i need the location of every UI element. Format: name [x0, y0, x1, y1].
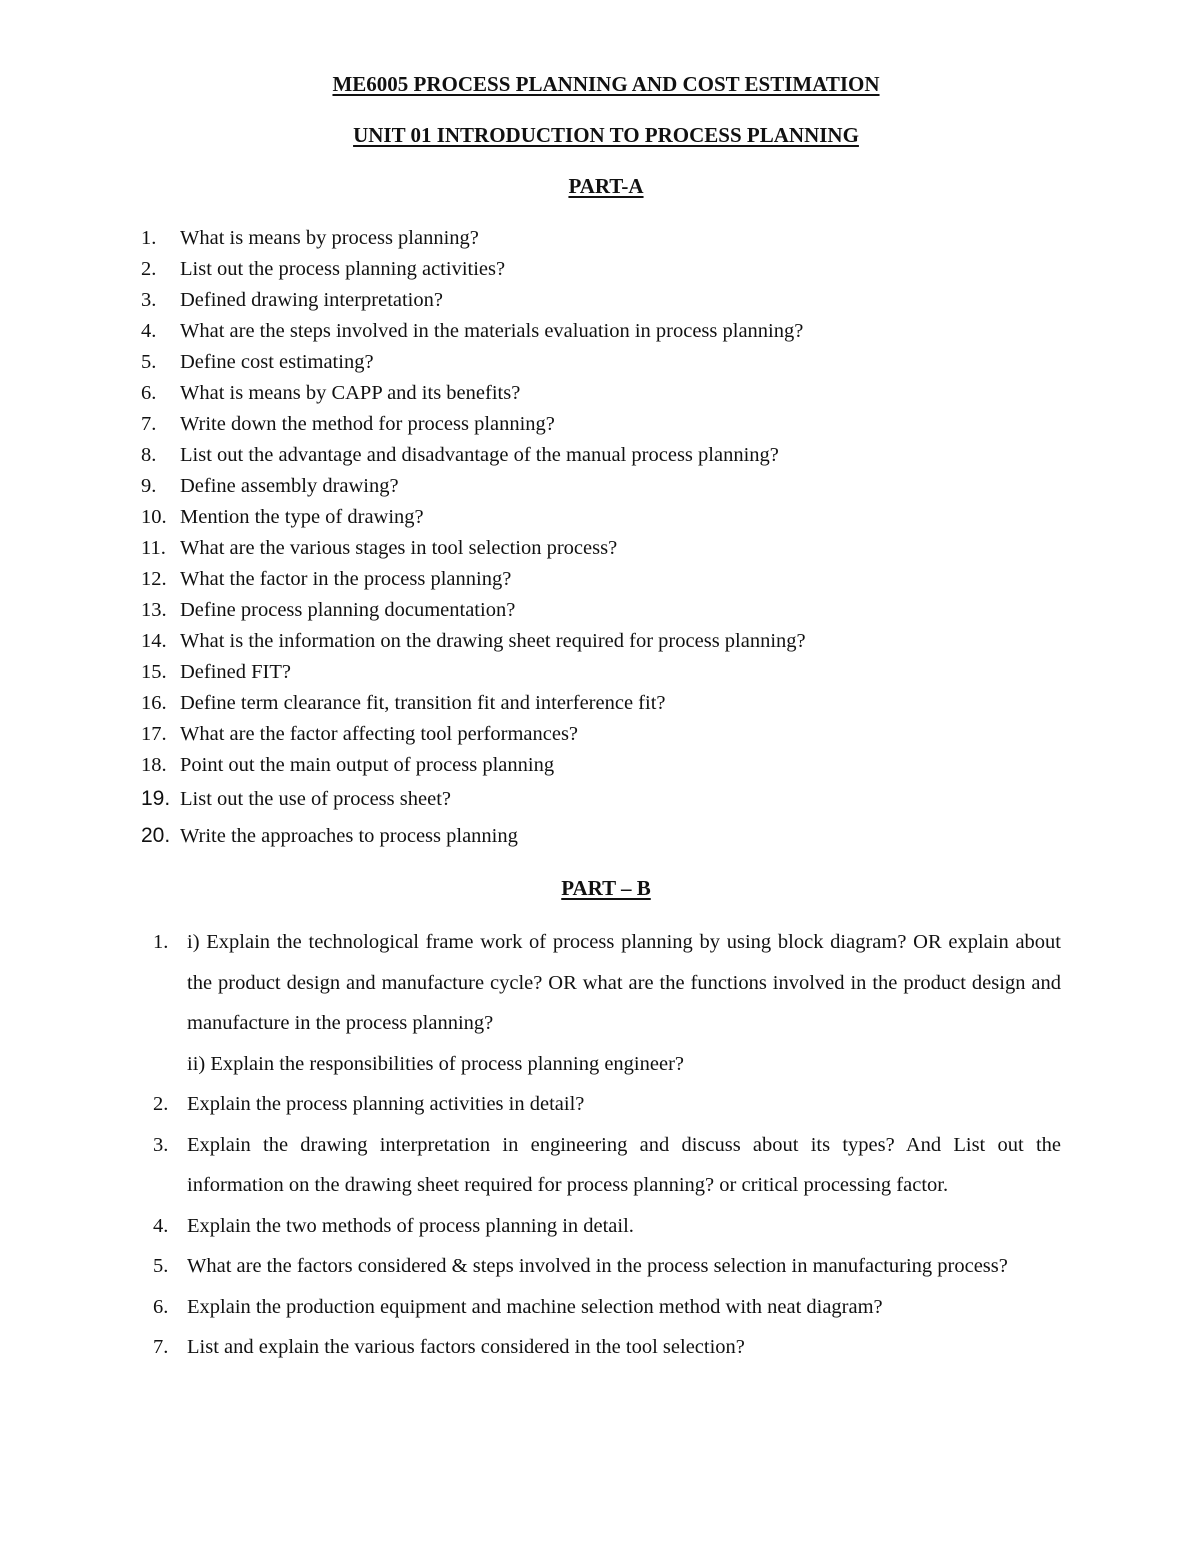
- question-number: 4.: [141, 320, 157, 342]
- question-number: 7.: [153, 1336, 169, 1358]
- question-number: 6.: [141, 382, 157, 404]
- list-item: [141, 1246, 1061, 1287]
- unit-heading: UNIT 01 INTRODUCTION TO PROCESS PLANNING: [353, 123, 859, 147]
- question-number: 2.: [153, 1093, 169, 1115]
- question-number: 1.: [153, 931, 169, 953]
- question-text: Define assembly drawing?: [180, 475, 399, 497]
- question-text: Write down the method for process planning?: [180, 413, 555, 435]
- question-text: i) Explain the technological frame work of process planning by using block diagram? OR explain about the product design and manufacture cycle? OR what are the functions involved in the product design and manufacture in the process planning?: [187, 931, 1061, 1034]
- question-text: What are the various stages in tool selection process?: [180, 537, 618, 559]
- question-number: 1.: [141, 227, 157, 249]
- question-number: 10.: [141, 506, 167, 528]
- list-item: [141, 751, 1041, 782]
- question-number: 2.: [141, 258, 157, 280]
- question-number: 5.: [153, 1255, 169, 1277]
- list-item: [141, 627, 1041, 658]
- list-item: [141, 410, 1041, 441]
- question-text: Explain the production equipment and machine selection method with neat diagram?: [187, 1295, 883, 1318]
- question-number: 15.: [141, 661, 167, 683]
- list-item: [141, 658, 1041, 689]
- question-number: 6.: [153, 1295, 169, 1318]
- list-item: [141, 1206, 1061, 1247]
- question-text: Write the approaches to process planning: [180, 825, 518, 847]
- list-item: [141, 441, 1041, 472]
- question-number: 12.: [141, 568, 167, 590]
- list-item: [141, 534, 1041, 565]
- list-item: [141, 1125, 1061, 1206]
- list-item: [141, 379, 1041, 410]
- question-number: 16.: [141, 692, 167, 714]
- question-text: What are the factor affecting tool performances?: [180, 723, 579, 745]
- list-item: [141, 224, 1041, 255]
- question-number: 11.: [141, 537, 166, 559]
- question-text: List out the process planning activities?: [180, 258, 506, 280]
- question-text: What the factor in the process planning?: [180, 568, 512, 590]
- list-item: [141, 720, 1041, 751]
- question-text: Define cost estimating?: [180, 351, 374, 373]
- question-text: List and explain the various factors considered in the tool selection?: [187, 1336, 745, 1358]
- question-number: 19.: [141, 787, 171, 810]
- question-text: Point out the main output of process planning: [180, 754, 555, 776]
- question-text: List out the use of process sheet?: [180, 788, 451, 810]
- question-text: Explain the drawing interpretation in engineering and discuss about its types? And List out the information on the drawing sheet required for process planning? or critical processing factor.: [187, 1133, 1061, 1196]
- question-subtext: ii) Explain the responsibilities of process planning engineer?: [187, 1052, 684, 1075]
- list-item: [141, 689, 1041, 720]
- list-item: [141, 255, 1041, 286]
- question-text: List out the advantage and disadvantage of the manual process planning?: [180, 444, 779, 466]
- question-number: 3.: [141, 289, 157, 311]
- question-number: 7.: [141, 413, 157, 435]
- part-a-heading: PART-A: [568, 174, 644, 198]
- question-text: What are the factors considered & steps involved in the process selection in manufacturing process?: [187, 1255, 1008, 1277]
- question-number: 14.: [141, 630, 167, 652]
- question-number: 20.: [141, 824, 171, 847]
- question-text: Define process planning documentation?: [180, 599, 516, 621]
- question-number: 13.: [141, 599, 167, 621]
- list-item: [141, 472, 1041, 503]
- part-b-heading: PART – B: [561, 876, 651, 900]
- list-item: [141, 503, 1041, 534]
- question-text: Defined drawing interpretation?: [180, 289, 443, 311]
- list-item: [141, 1287, 1061, 1328]
- list-item: [141, 596, 1041, 627]
- question-text: What is means by process planning?: [180, 227, 479, 249]
- list-item: [141, 348, 1041, 379]
- question-number: 18.: [141, 754, 167, 776]
- question-text: What is the information on the drawing sheet required for process planning?: [180, 630, 806, 652]
- part-a-question-list: [141, 224, 1041, 856]
- question-text: Defined FIT?: [180, 661, 291, 683]
- list-item: [141, 819, 1041, 856]
- part-b-question-list: [141, 922, 1061, 1368]
- list-item: [141, 922, 1061, 1084]
- list-item: [141, 1327, 1061, 1368]
- question-number: 17.: [141, 723, 167, 745]
- question-text: Mention the type of drawing?: [180, 506, 424, 528]
- question-number: 3.: [153, 1133, 169, 1156]
- question-number: 9.: [141, 475, 157, 497]
- question-text: Explain the two methods of process planning in detail.: [187, 1214, 634, 1237]
- question-number: 8.: [141, 444, 157, 466]
- list-item: [141, 286, 1041, 317]
- list-item: [141, 782, 1041, 819]
- question-number: 4.: [153, 1214, 169, 1237]
- list-item: [141, 1084, 1061, 1125]
- list-item: [141, 565, 1041, 596]
- question-number: 5.: [141, 351, 157, 373]
- question-text: What is means by CAPP and its benefits?: [180, 382, 521, 404]
- document-title: ME6005 PROCESS PLANNING AND COST ESTIMATION: [332, 72, 880, 96]
- question-text: Define term clearance fit, transition fit and interference fit?: [180, 692, 666, 714]
- question-text: What are the steps involved in the materials evaluation in process planning?: [180, 320, 804, 342]
- list-item: [141, 317, 1041, 348]
- question-text: Explain the process planning activities in detail?: [187, 1093, 585, 1115]
